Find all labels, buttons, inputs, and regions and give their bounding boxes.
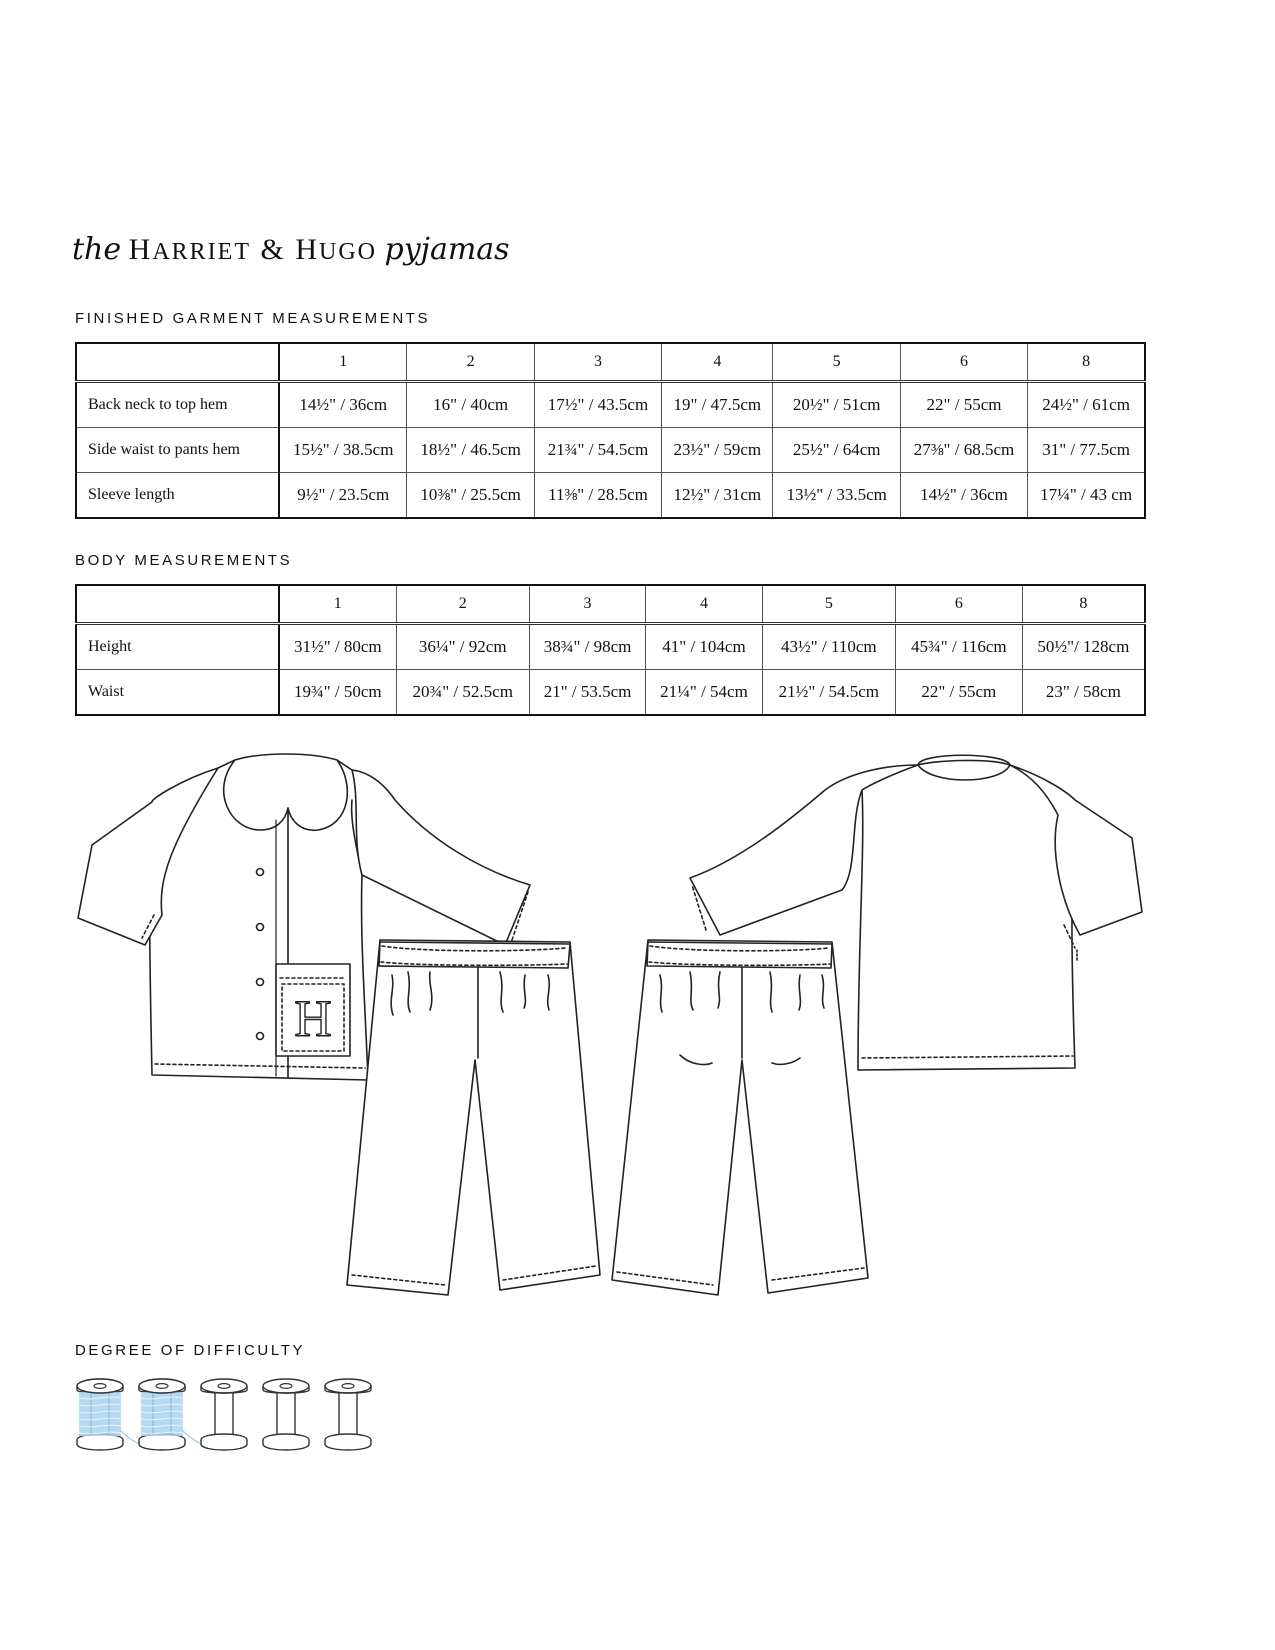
table-cell: 23½" / 59cm <box>662 428 773 473</box>
table-cell: 11⅜" / 28.5cm <box>534 473 661 519</box>
size-header: 4 <box>646 585 762 624</box>
table-cell: 22" / 55cm <box>895 670 1022 716</box>
title-ampersand: & <box>250 233 296 266</box>
table-cell: 21¾" / 54.5cm <box>534 428 661 473</box>
title-suffix: pyjamas <box>384 232 510 267</box>
table-cell: 16" / 40cm <box>407 382 534 428</box>
pants-back-drawing <box>612 940 868 1295</box>
table-cell: 43½" / 110cm <box>762 624 895 670</box>
table-cell: 38¾" / 98cm <box>529 624 645 670</box>
table-cell: 15½" / 38.5cm <box>279 428 407 473</box>
table-cell: 14½" / 36cm <box>900 473 1027 519</box>
table-cell: 41" / 104cm <box>646 624 762 670</box>
table-cell: 21¼" / 54cm <box>646 670 762 716</box>
table-cell: 19" / 47.5cm <box>662 382 773 428</box>
row-label: Back neck to top hem <box>76 382 279 428</box>
finished-measurements-heading: FINISHED GARMENT MEASUREMENTS <box>75 310 431 327</box>
table-cell: 31" / 77.5cm <box>1028 428 1145 473</box>
size-header: 3 <box>534 343 661 382</box>
table-cell: 45¾" / 116cm <box>895 624 1022 670</box>
size-header: 3 <box>529 585 645 624</box>
table-cell: 18½" / 46.5cm <box>407 428 534 473</box>
size-header: 1 <box>279 343 407 382</box>
row-label: Waist <box>76 670 279 716</box>
size-header: 2 <box>396 585 529 624</box>
size-header: 8 <box>1028 343 1145 382</box>
spool-empty-icon <box>201 1379 247 1450</box>
size-header: 6 <box>895 585 1022 624</box>
table-cell: 25½" / 64cm <box>773 428 900 473</box>
table-cell: 10⅜" / 25.5cm <box>407 473 534 519</box>
size-header: 5 <box>762 585 895 624</box>
difficulty-heading: DEGREE OF DIFFICULTY <box>75 1342 306 1359</box>
row-label: Side waist to pants hem <box>76 428 279 473</box>
pants-front-drawing <box>347 940 600 1295</box>
size-header: 1 <box>279 585 396 624</box>
table-cell: 19¾" / 50cm <box>279 670 396 716</box>
table-cell: 13½" / 33.5cm <box>773 473 900 519</box>
row-label: Sleeve length <box>76 473 279 519</box>
table-cell: 20½" / 51cm <box>773 382 900 428</box>
title-name-1: ARRIET <box>152 239 251 265</box>
size-header: 6 <box>900 343 1027 382</box>
difficulty-spools <box>75 1378 395 1458</box>
body-measurements-heading: BODY MEASUREMENTS <box>75 552 293 569</box>
title-initial-1: H <box>128 233 153 266</box>
spool-empty-icon <box>263 1379 309 1450</box>
row-label: Height <box>76 624 279 670</box>
table-cell: 22" / 55cm <box>900 382 1027 428</box>
table-cell: 14½" / 36cm <box>279 382 407 428</box>
table-cell: 20¾" / 52.5cm <box>396 670 529 716</box>
size-header: 5 <box>773 343 900 382</box>
table-cell: 17¼" / 43 cm <box>1028 473 1145 519</box>
pocket-monogram: H <box>294 991 332 1048</box>
table-cell: 12½" / 31cm <box>662 473 773 519</box>
title-initial-2: H <box>295 233 319 266</box>
table-cell: 23" / 58cm <box>1022 670 1145 716</box>
spool-empty-icon <box>325 1379 371 1450</box>
table-cell: 17½" / 43.5cm <box>534 382 661 428</box>
table-cell: 27⅜" / 68.5cm <box>900 428 1027 473</box>
table-cell: 31½" / 80cm <box>279 624 396 670</box>
size-header: 4 <box>662 343 773 382</box>
size-header: 8 <box>1022 585 1145 624</box>
table-cell: 50½"/ 128cm <box>1022 624 1145 670</box>
table-cell: 24½" / 61cm <box>1028 382 1145 428</box>
title-name-2: UGO <box>319 239 377 265</box>
table-cell: 21" / 53.5cm <box>529 670 645 716</box>
title-prefix: the <box>72 232 122 267</box>
table-cell: 9½" / 23.5cm <box>279 473 407 519</box>
size-header: 2 <box>407 343 534 382</box>
table-cell: 36¼" / 92cm <box>396 624 529 670</box>
table-cell: 21½" / 54.5cm <box>762 670 895 716</box>
